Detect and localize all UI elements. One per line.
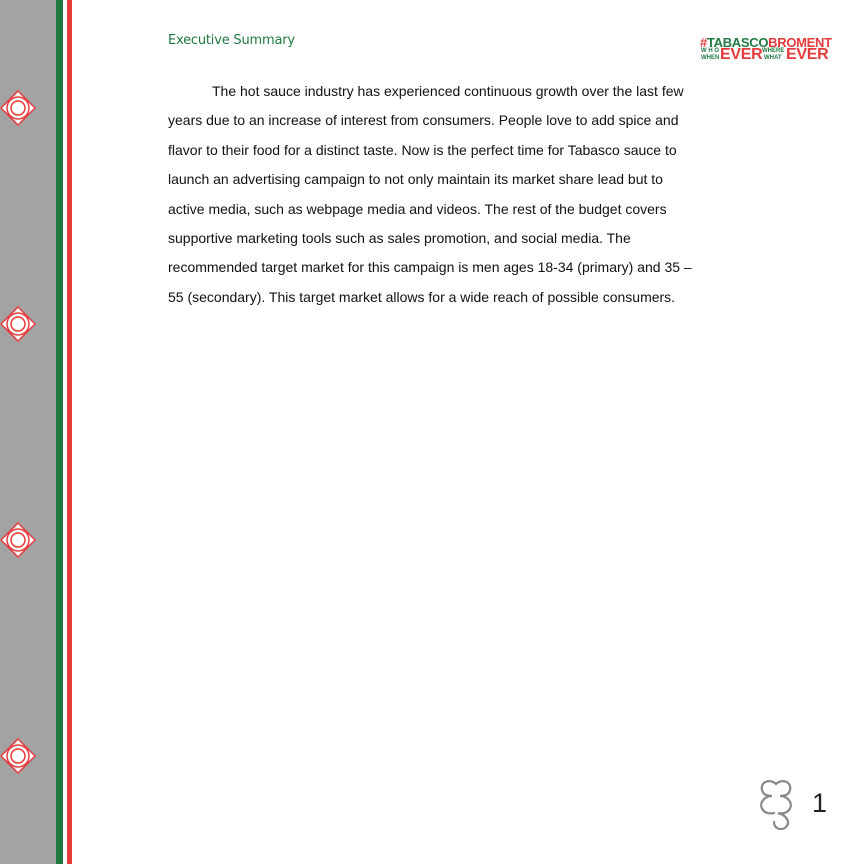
logo-ever-1: EVER [720, 46, 763, 63]
logo-what: WHAT [764, 55, 782, 61]
executive-summary-paragraph: The hot sauce industry has experienced continuous growth over the last few years due to an increase of interest from consumers. People love to add spice and flavor to their food for a distinct taste. Now is the perfect time for Tabasco sauce to launch an advertising campaign to not only maintain its market share lead but to active media, such as webpage media and videos. The rest of the budget covers supportive marketing tools such as sales promotion, and social media. The recommended target market for this campaign is men ages 18-34 (primary) and 35 – 55 (secondary). This target market allows for a wide reach of possible consumers. [168, 83, 692, 305]
logo-where: WHERE [762, 48, 785, 54]
logo-tabasco: TABASCO [706, 35, 769, 50]
tabascobroment-logo [700, 36, 830, 66]
logo-hash: # [700, 35, 707, 50]
red-stripe [67, 0, 72, 864]
binder-ring-icon [0, 90, 36, 126]
page-title: Executive Summary [168, 33, 295, 48]
logo-when: WHEN [701, 55, 720, 61]
binder-strip [0, 0, 56, 864]
page-number: 1 [812, 788, 828, 818]
binder-ring-icon [0, 738, 36, 774]
logo-ever-2: EVER [786, 46, 829, 63]
binder-ring-icon [0, 522, 36, 558]
logo-who: W H O [701, 48, 719, 54]
logo-broment: BROMENT [768, 35, 832, 50]
binder-ring-icon [0, 306, 36, 342]
green-stripe [56, 0, 63, 864]
page-mark-icon [756, 778, 796, 830]
